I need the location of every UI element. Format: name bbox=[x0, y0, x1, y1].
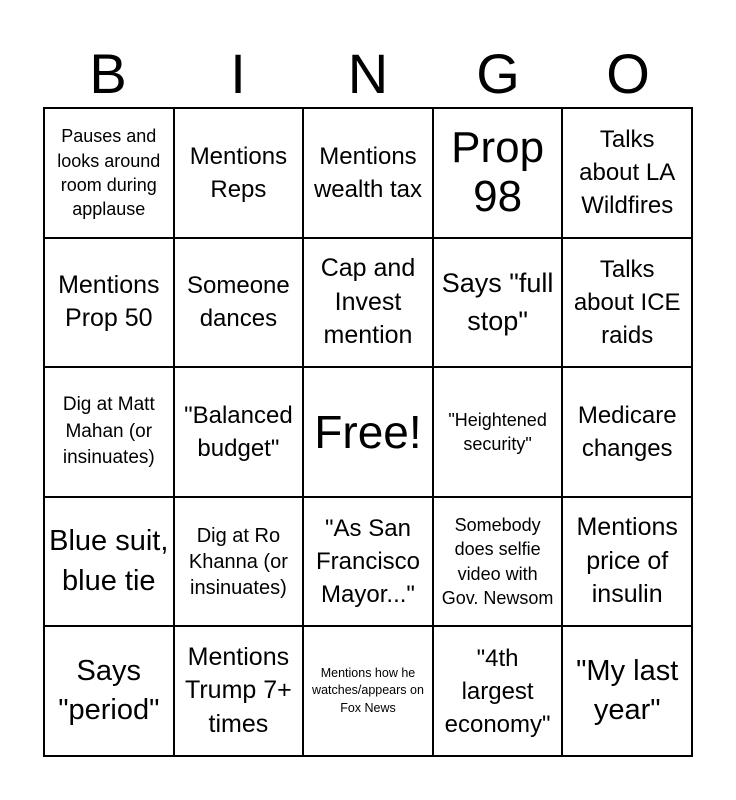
cell-text: Says "full stop" bbox=[441, 268, 554, 337]
bingo-cell[interactable] bbox=[174, 497, 304, 627]
cell-text: Mentions Reps bbox=[189, 142, 288, 203]
cell-text: Mentions how he watches/appears on Fox News bbox=[312, 665, 424, 715]
header-letter-n: N bbox=[347, 42, 389, 105]
cell-text: Cap and Invest mention bbox=[320, 253, 416, 350]
bingo-cell[interactable] bbox=[174, 238, 304, 368]
cell-text: "My last year" bbox=[576, 655, 679, 727]
cell-text: Mentions wealth tax bbox=[313, 142, 423, 203]
free-space[interactable] bbox=[303, 367, 433, 497]
bingo-cell[interactable] bbox=[44, 367, 174, 497]
bingo-cell[interactable] bbox=[562, 238, 692, 368]
bingo-cell[interactable] bbox=[44, 238, 174, 368]
bingo-cell[interactable] bbox=[174, 367, 304, 497]
bingo-cell[interactable] bbox=[303, 497, 433, 627]
header-letter-o: O bbox=[606, 42, 650, 105]
bingo-cell[interactable] bbox=[433, 238, 563, 368]
bingo-cell[interactable] bbox=[303, 626, 433, 756]
header-letter-b: B bbox=[89, 42, 127, 105]
bingo-grid bbox=[43, 107, 693, 757]
cell-text: Prop 98 bbox=[451, 123, 545, 221]
cell-text: Mentions price of insulin bbox=[576, 512, 678, 609]
bingo-cell[interactable] bbox=[562, 497, 692, 627]
bingo-cell[interactable] bbox=[303, 238, 433, 368]
bingo-cell[interactable] bbox=[433, 367, 563, 497]
bingo-cell[interactable] bbox=[44, 497, 174, 627]
cell-text: Mentions Trump 7+ times bbox=[185, 642, 292, 739]
cell-text: "As San Francisco Mayor..." bbox=[315, 514, 420, 609]
bingo-cell[interactable] bbox=[174, 108, 304, 238]
bingo-cell[interactable] bbox=[562, 108, 692, 238]
cell-text: Dig at Ro Khanna (or insinuates) bbox=[188, 524, 288, 599]
bingo-cell[interactable] bbox=[562, 367, 692, 497]
cell-text: "Balanced budget" bbox=[184, 401, 293, 462]
bingo-header bbox=[43, 40, 693, 108]
bingo-cell[interactable] bbox=[303, 108, 433, 238]
bingo-cell[interactable] bbox=[433, 626, 563, 756]
header-letter-i: I bbox=[230, 42, 246, 105]
bingo-cell[interactable] bbox=[44, 626, 174, 756]
cell-text: Somebody does selfie video with Gov. Newsom bbox=[441, 515, 554, 608]
bingo-cell[interactable] bbox=[44, 108, 174, 238]
cell-text: Dig at Matt Mahan (or insinuates) bbox=[62, 394, 155, 469]
cell-text: Mentions Prop 50 bbox=[58, 270, 160, 333]
cell-text: Talks about LA Wildfires bbox=[579, 126, 676, 220]
cell-text: Pauses and looks around room during applause bbox=[57, 126, 161, 220]
cell-text: Free! bbox=[314, 405, 422, 458]
header-letter-g: G bbox=[476, 42, 520, 105]
cell-text: Blue suit, blue tie bbox=[49, 525, 169, 597]
bingo-cell[interactable] bbox=[433, 497, 563, 627]
cell-text: Someone dances bbox=[187, 272, 290, 333]
bingo-cell[interactable] bbox=[433, 108, 563, 238]
cell-text: "4th largest economy" bbox=[444, 644, 551, 738]
cell-text: Says "period" bbox=[58, 655, 160, 727]
bingo-cell[interactable] bbox=[174, 626, 304, 756]
cell-text: Talks about ICE raids bbox=[573, 255, 681, 349]
bingo-cell[interactable] bbox=[562, 626, 692, 756]
cell-text: Medicare changes bbox=[577, 401, 677, 462]
cell-text: "Heightened security" bbox=[448, 409, 547, 454]
